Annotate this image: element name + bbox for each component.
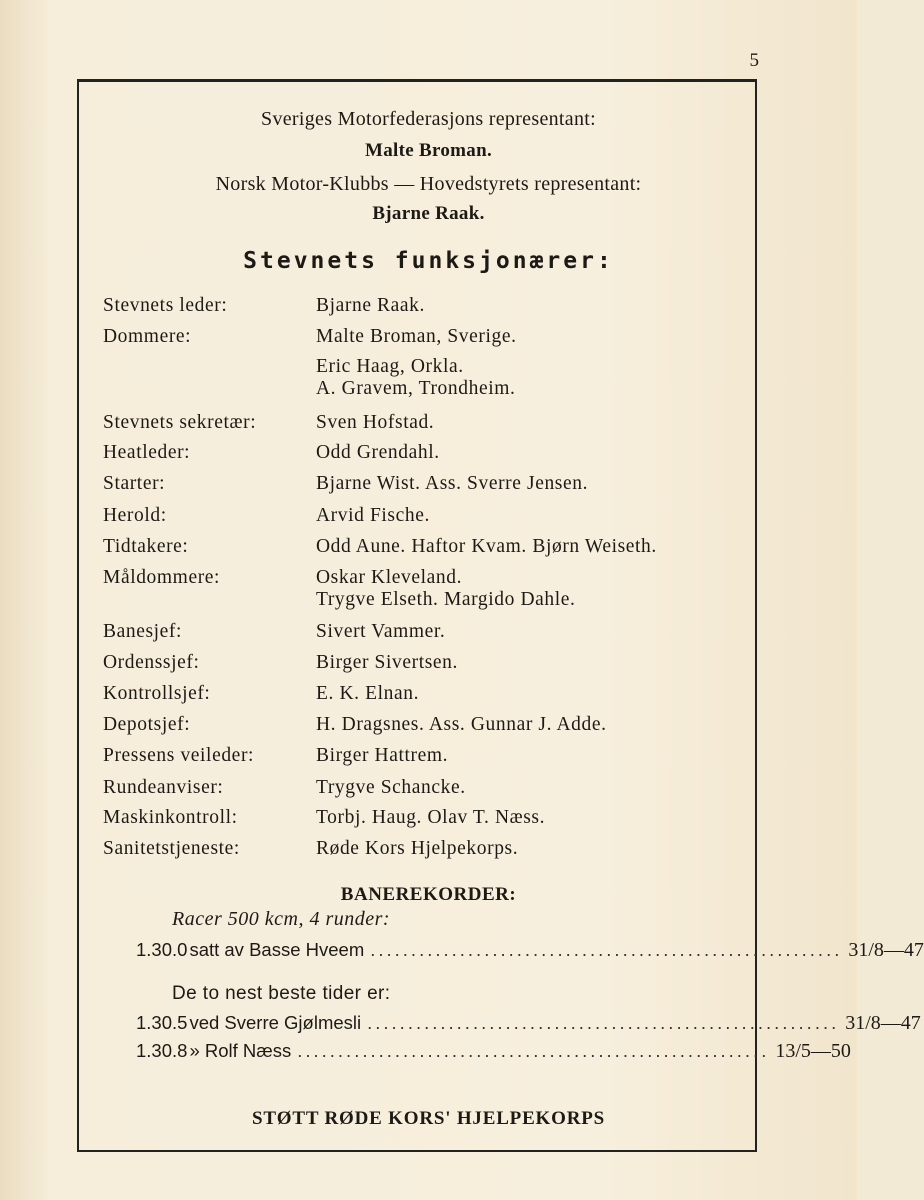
official-names [316, 412, 434, 434]
official-name: Malte Broman, Sverige. [316, 326, 517, 347]
official-role: Kontrollsjef: [103, 683, 211, 704]
official-names [316, 807, 545, 829]
official-names [316, 442, 440, 464]
rep-norwegian-name: Bjarne Raak. [372, 203, 485, 224]
record-time: 1.30.5 [136, 1012, 188, 1033]
official-names [316, 714, 607, 736]
official-role: Depotsjef: [103, 714, 191, 735]
official-name: Eric Haag, Orkla. [316, 356, 464, 377]
official-role: Måldommere: [103, 567, 221, 588]
official-name: Røde Kors Hjelpekorps. [316, 838, 519, 859]
official-name: Birger Hattrem. [316, 745, 449, 766]
next-best-label: De to nest beste tider er: [172, 983, 391, 1004]
records-title: BANEREKORDER: [340, 884, 517, 905]
record-date: 31/8—47 [848, 939, 924, 961]
record-date: 31/8—47 [845, 1012, 921, 1034]
official-names [316, 777, 466, 799]
leader-dots: .......................................................... [297, 1040, 770, 1061]
footer-slogan: STØTT RØDE KORS' HJELPEKORPS [251, 1108, 606, 1129]
record-row [136, 939, 924, 962]
rep-swedish-role: Sveriges Motorfederasjons representant: [261, 108, 596, 130]
record-desc: ved Sverre Gjølmesli [189, 1012, 362, 1033]
official-name: Odd Grendahl. [316, 442, 440, 463]
official-role: Herold: [103, 505, 167, 526]
official-name: Bjarne Raak. [316, 295, 425, 316]
official-names [316, 683, 419, 705]
rep-swedish-name: Malte Broman. [364, 140, 493, 161]
official-role: Stevnets sekretær: [103, 412, 257, 433]
official-role: Ordenssjef: [103, 652, 200, 673]
official-names [316, 838, 518, 860]
official-name: H. Dragsnes. Ass. Gunnar J. Adde. [316, 714, 607, 735]
records-category: Racer 500 kcm, 4 runder: [172, 908, 391, 930]
official-names [316, 621, 445, 643]
official-name: A. Gravem, Trondheim. [316, 378, 516, 399]
official-name: Odd Aune. Haftor Kvam. Bjørn Weiseth. [316, 536, 657, 557]
record-date: 13/5—50 [775, 1040, 851, 1062]
record-row [136, 1012, 921, 1035]
officials-heading: Stevnets funksjonærer: [243, 248, 614, 274]
leader-dots: .......................................................... [367, 1012, 840, 1033]
record-desc: » Rolf Næss [189, 1040, 292, 1061]
official-name: E. K. Elnan. [316, 683, 420, 704]
official-name: Bjarne Wist. Ass. Sverre Jensen. [316, 473, 589, 494]
official-role: Sanitetstjeneste: [103, 838, 240, 859]
official-name: Arvid Fische. [316, 505, 430, 526]
official-name: Oskar Kleveland. [316, 567, 463, 588]
official-role: Starter: [103, 473, 166, 494]
leader-dots: .......................................................... [370, 939, 843, 960]
official-names [316, 295, 425, 317]
official-name: Sven Hofstad. [316, 412, 435, 433]
official-role: Heatleder: [103, 442, 191, 463]
official-names [316, 505, 430, 527]
official-names [316, 567, 576, 611]
page-number: 5 [749, 50, 759, 71]
official-names [316, 356, 515, 400]
official-role: Banesjef: [103, 621, 183, 642]
rep-norwegian-role: Norsk Motor-Klubbs — Hovedstyrets representant: [215, 173, 642, 195]
official-names [316, 536, 657, 558]
official-names [316, 745, 448, 767]
official-role: Maskinkontroll: [103, 807, 238, 828]
official-role: Dommere: [103, 326, 192, 347]
official-role: Stevnets leder: [103, 295, 228, 316]
official-names [316, 652, 458, 674]
record-desc: satt av Basse Hveem [189, 939, 365, 960]
official-name: Trygve Elseth. Margido Dahle. [316, 589, 576, 610]
official-names [316, 473, 588, 495]
official-name: Sivert Vammer. [316, 621, 446, 642]
official-role: Pressens veileder: [103, 745, 255, 766]
record-row [136, 1040, 851, 1063]
official-names [316, 326, 517, 348]
official-role: Tidtakere: [103, 536, 189, 557]
official-role: Rundeanviser: [103, 777, 224, 798]
record-time: 1.30.0 [136, 939, 188, 960]
record-time: 1.30.8 [136, 1040, 188, 1061]
official-name: Torbj. Haug. Olav T. Næss. [316, 807, 546, 828]
official-name: Birger Sivertsen. [316, 652, 458, 673]
official-name: Trygve Schancke. [316, 777, 466, 798]
